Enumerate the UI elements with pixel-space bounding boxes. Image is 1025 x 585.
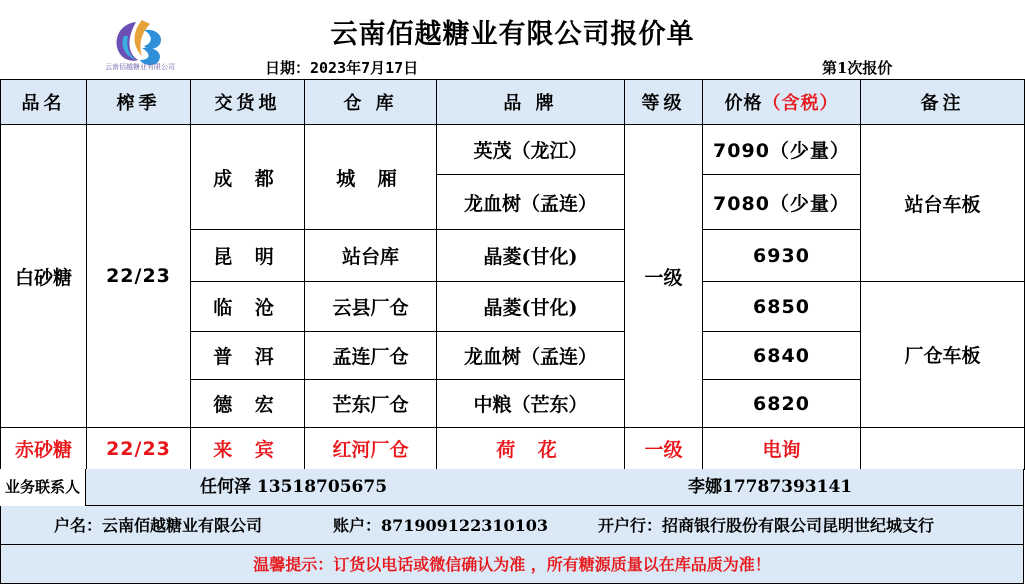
warehouse-cell: 云县厂仓: [305, 282, 437, 332]
logo-caption: 云南佰越糖业有限公司: [105, 63, 175, 71]
warehouse-cell: 站台库: [305, 230, 437, 282]
account-holder: 户名：云南佰越糖业有限公司: [54, 516, 263, 535]
contact-row: [0, 469, 1024, 506]
table-row: [1, 125, 1025, 175]
notice-banner: 温馨提示：订货以电话或微信确认为准 ，所有糖源质量以在库品质为准！: [0, 545, 1024, 584]
brand-cell: 晶菱(甘化): [437, 282, 625, 332]
account-bank: 开户行：招商银行股份有限公司昆明世纪城支行: [598, 516, 935, 535]
contact-person-1: 任何泽 13518705675: [200, 477, 388, 497]
col-remark: 备注: [861, 80, 1025, 125]
delivery-lincang: 临 沧: [191, 282, 305, 332]
season-white: 22/23: [87, 125, 191, 428]
remark-factory: 厂仓车板: [861, 282, 1025, 428]
price-table: [0, 79, 1025, 470]
col-brand: 品 牌: [437, 80, 625, 125]
price-cell: 6820: [703, 380, 861, 428]
delivery-puer: 普 洱: [191, 332, 305, 380]
col-product: 品名: [1, 80, 87, 125]
page-title: 云南佰越糖业有限公司报价单: [330, 19, 695, 50]
quote-date: 日期：2023年7月17日: [265, 59, 419, 77]
account-number: 账户：871909122310103: [333, 516, 548, 535]
delivery-dehong: 德 宏: [191, 380, 305, 428]
brand-cell: 龙血树（孟连）: [437, 175, 625, 230]
price-cell: 电询: [703, 428, 861, 470]
col-grade: 等级: [625, 80, 703, 125]
col-warehouse: 仓 库: [305, 80, 437, 125]
season-red: 22/23: [87, 428, 191, 470]
brand-cell: 英茂（龙江）: [437, 125, 625, 175]
brand-cell: 龙血树（孟连）: [437, 332, 625, 380]
brand-cell: 晶菱(甘化): [437, 230, 625, 282]
warehouse-chengxiang: 城 厢: [305, 125, 437, 230]
product-red-sugar: 赤砂糖: [1, 428, 87, 470]
quote-number: 第1次报价: [822, 59, 893, 77]
warehouse-cell: 红河厂仓: [305, 428, 437, 470]
grade-red: 一级: [625, 428, 703, 470]
remark-empty: [861, 428, 1025, 470]
col-price: [703, 80, 861, 125]
col-price-tax: （含税）: [762, 93, 839, 114]
price-cell: 6930: [703, 230, 861, 282]
delivery-kunming: 昆 明: [191, 230, 305, 282]
col-price-label: 价格: [724, 93, 763, 114]
price-cell: 7080（少量）: [703, 175, 861, 230]
warehouse-cell: 孟连厂仓: [305, 332, 437, 380]
table-header-row: [1, 80, 1025, 125]
brand-cell: 荷 花: [437, 428, 625, 470]
table-row: [1, 428, 1025, 470]
col-season: 榨季: [87, 80, 191, 125]
warehouse-cell: 芒东厂仓: [305, 380, 437, 428]
delivery-laibin: 来 宾: [191, 428, 305, 470]
delivery-chengdu: 成 都: [191, 125, 305, 230]
grade-white: 一级: [625, 125, 703, 428]
price-cell: 6850: [703, 282, 861, 332]
price-cell: 7090（少量）: [703, 125, 861, 175]
contact-label: 业务联系人: [0, 469, 86, 506]
col-delivery: 交货地: [191, 80, 305, 125]
product-white-sugar: 白砂糖: [1, 125, 87, 428]
price-cell: 6840: [703, 332, 861, 380]
brand-cell: 中粮（芒东）: [437, 380, 625, 428]
remark-station: 站台车板: [861, 125, 1025, 282]
contact-person-2: 李娜17787393141: [688, 477, 853, 497]
